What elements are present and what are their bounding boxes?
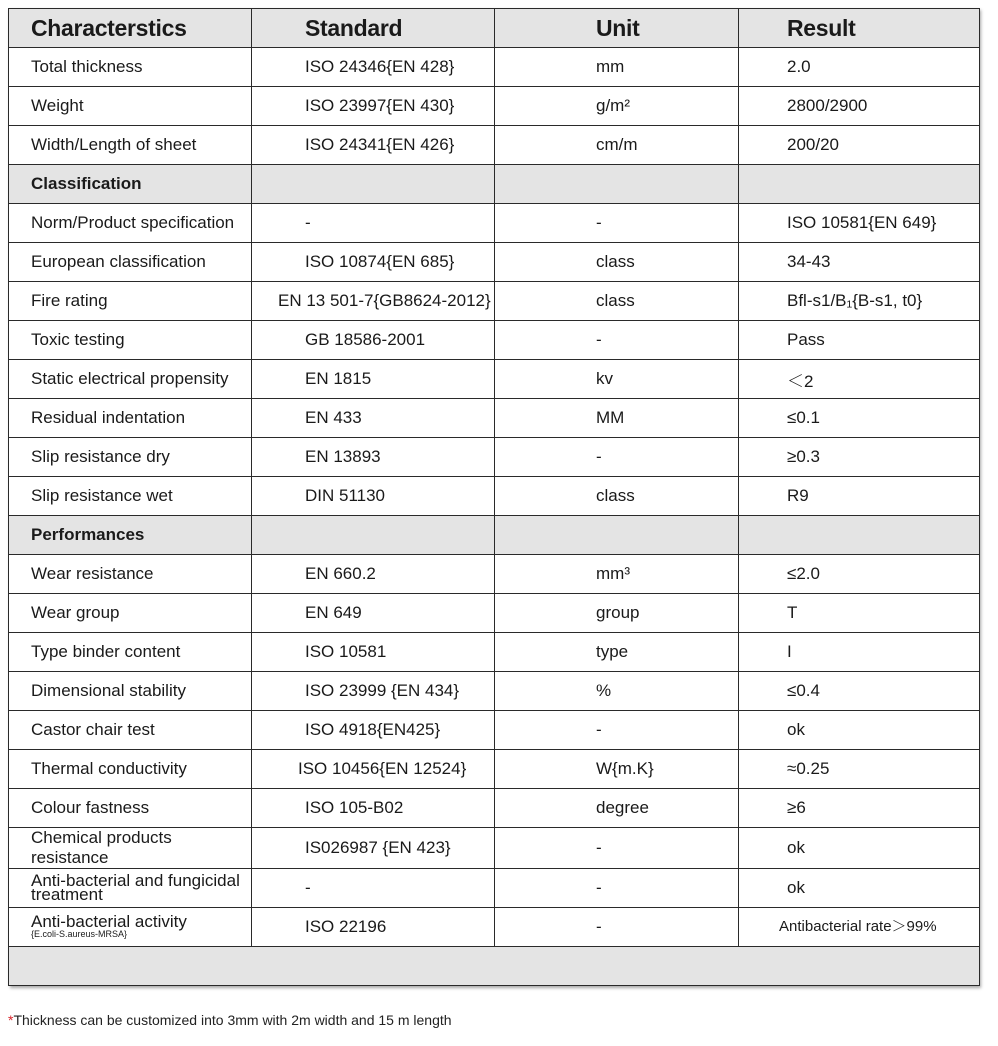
table-row [9, 399, 980, 438]
cell-standard: ISO 4918{EN425} [252, 711, 495, 750]
cell-standard: ISO 24341{EN 426} [252, 126, 495, 165]
cell-result: ＜2 [739, 360, 980, 399]
cell-unit: cm/m [495, 126, 739, 165]
cell-characteristic: Wear group [9, 594, 252, 633]
cell-characteristic: Type binder content [9, 633, 252, 672]
cell-standard: DIN 51130 [252, 477, 495, 516]
cell-unit: - [495, 711, 739, 750]
cell-result: ≈0.25 [739, 750, 980, 789]
table-row [9, 243, 980, 282]
table-row [9, 750, 980, 789]
cell-result: ok [739, 711, 980, 750]
table-row [9, 48, 980, 87]
table-row [9, 282, 980, 321]
cell-result: I [739, 633, 980, 672]
section-empty-cell [495, 165, 739, 204]
section-empty-cell [739, 165, 980, 204]
cell-result: ≥0.3 [739, 438, 980, 477]
cell-characteristic: Thermal conductivity [9, 750, 252, 789]
cell-result: Antibacterial rate＞99% [739, 908, 980, 947]
cell-unit: class [495, 477, 739, 516]
cell-unit: - [495, 869, 739, 908]
cell-characteristic: Toxic testing [9, 321, 252, 360]
cell-unit: g/m² [495, 87, 739, 126]
table-row [9, 711, 980, 750]
cell-unit: - [495, 438, 739, 477]
cell-standard: - [252, 204, 495, 243]
table-footer-row [9, 947, 980, 986]
header-characteristics: Characterstics [9, 9, 252, 48]
cell-standard: ISO 10874{EN 685} [252, 243, 495, 282]
cell-characteristic: Colour fastness [9, 789, 252, 828]
section-title: Performances [9, 516, 252, 555]
table-row [9, 828, 980, 869]
cell-result: 2.0 [739, 48, 980, 87]
footnote-text: Thickness can be customized into 3mm with 2m width and 15 m length [13, 1012, 452, 1028]
table-header-row [9, 9, 980, 48]
cell-characteristic: Static electrical propensity [9, 360, 252, 399]
cell-standard: ISO 23997{EN 430} [252, 87, 495, 126]
cell-unit: kv [495, 360, 739, 399]
cell-characteristic: European classification [9, 243, 252, 282]
table-row [9, 672, 980, 711]
cell-standard: ISO 23999 {EN 434} [252, 672, 495, 711]
cell-unit: MM [495, 399, 739, 438]
cell-unit: - [495, 204, 739, 243]
cell-unit: % [495, 672, 739, 711]
cell-characteristic [9, 908, 252, 947]
cell-unit: - [495, 321, 739, 360]
footnote [8, 1012, 452, 1028]
cell-result: ok [739, 869, 980, 908]
table-row [9, 204, 980, 243]
cell-standard: EN 13893 [252, 438, 495, 477]
cell-characteristic: Residual indentation [9, 399, 252, 438]
table-row [9, 360, 980, 399]
cell-characteristic: Fire rating [9, 282, 252, 321]
cell-result: ≤2.0 [739, 555, 980, 594]
table-row [9, 87, 980, 126]
spec-table-container [8, 8, 979, 986]
section-empty-cell [739, 516, 980, 555]
cell-result: ≥6 [739, 789, 980, 828]
cell-standard: ISO 10581 [252, 633, 495, 672]
cell-unit: - [495, 828, 739, 869]
cell-result: Bfl-s1/B₁{B-s1, t0} [739, 282, 980, 321]
cell-standard: EN 13 501-7{GB8624-2012} [252, 282, 495, 321]
cell-characteristic-main: Anti-bacterial activity [31, 912, 187, 931]
cell-characteristic: Slip resistance dry [9, 438, 252, 477]
cell-characteristic: Wear resistance [9, 555, 252, 594]
cell-standard: EN 660.2 [252, 555, 495, 594]
section-empty-cell [495, 516, 739, 555]
cell-result: ≤0.4 [739, 672, 980, 711]
cell-standard: ISO 22196 [252, 908, 495, 947]
cell-standard: EN 433 [252, 399, 495, 438]
cell-result: 34-43 [739, 243, 980, 282]
cell-characteristic: Chemical products resistance [9, 828, 252, 869]
table-row [9, 869, 980, 908]
cell-unit: mm [495, 48, 739, 87]
table-row [9, 321, 980, 360]
section-title: Classification [9, 165, 252, 204]
cell-standard: EN 649 [252, 594, 495, 633]
specification-table [8, 8, 980, 986]
cell-unit: mm³ [495, 555, 739, 594]
cell-characteristic: Dimensional stability [9, 672, 252, 711]
cell-unit: class [495, 243, 739, 282]
table-row [9, 594, 980, 633]
cell-characteristic: Weight [9, 87, 252, 126]
cell-result: ISO 10581{EN 649} [739, 204, 980, 243]
header-standard: Standard [252, 9, 495, 48]
cell-result: ok [739, 828, 980, 869]
cell-standard: IS026987 {EN 423} [252, 828, 495, 869]
table-row [9, 908, 980, 947]
header-result: Result [739, 9, 980, 48]
cell-standard: ISO 24346{EN 428} [252, 48, 495, 87]
cell-standard: ISO 10456{EN 12524} [252, 750, 495, 789]
section-empty-cell [252, 165, 495, 204]
cell-unit: - [495, 908, 739, 947]
cell-result: 2800/2900 [739, 87, 980, 126]
table-row [9, 633, 980, 672]
cell-characteristic-sub: {E.coli-S.aureus-MRSA} [31, 929, 128, 939]
cell-standard: GB 18586-2001 [252, 321, 495, 360]
footnote-marker: * [8, 1012, 14, 1028]
cell-unit: W{m.K} [495, 750, 739, 789]
cell-standard: - [252, 869, 495, 908]
cell-characteristic: Anti-bacterial and fungicidal treatment [9, 869, 252, 908]
cell-result: Pass [739, 321, 980, 360]
cell-result: 200/20 [739, 126, 980, 165]
cell-characteristic: Slip resistance wet [9, 477, 252, 516]
section-row-classification [9, 165, 980, 204]
cell-result: ≤0.1 [739, 399, 980, 438]
cell-standard: EN 1815 [252, 360, 495, 399]
cell-characteristic: Castor chair test [9, 711, 252, 750]
cell-result: T [739, 594, 980, 633]
cell-unit: type [495, 633, 739, 672]
cell-result: R9 [739, 477, 980, 516]
section-empty-cell [252, 516, 495, 555]
table-row [9, 477, 980, 516]
table-row [9, 555, 980, 594]
cell-standard: ISO 105-B02 [252, 789, 495, 828]
cell-unit: class [495, 282, 739, 321]
cell-unit: group [495, 594, 739, 633]
cell-characteristic: Width/Length of sheet [9, 126, 252, 165]
cell-unit: degree [495, 789, 739, 828]
header-unit: Unit [495, 9, 739, 48]
table-row [9, 438, 980, 477]
cell-characteristic: Total thickness [9, 48, 252, 87]
footer-empty-cell [9, 947, 980, 986]
section-row-performances [9, 516, 980, 555]
table-row [9, 126, 980, 165]
table-row [9, 789, 980, 828]
cell-characteristic: Norm/Product specification [9, 204, 252, 243]
